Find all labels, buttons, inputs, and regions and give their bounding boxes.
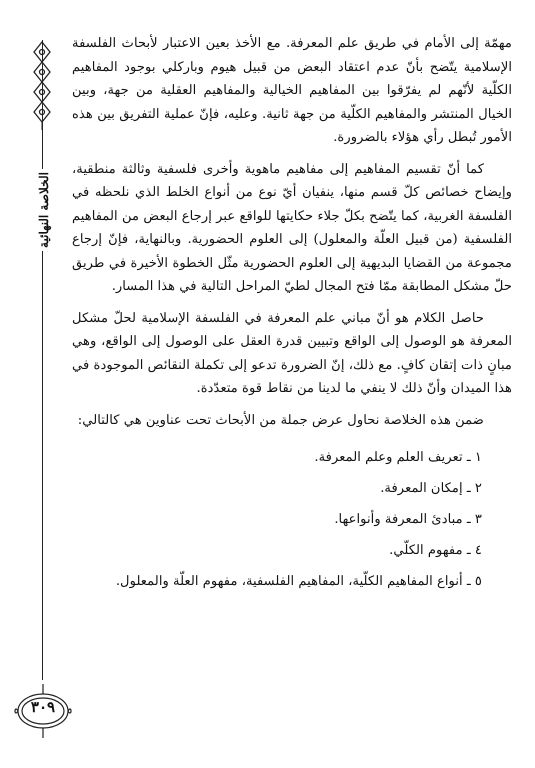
body-text [72,32,512,597]
paragraph: ضمن هذه الخلاصة نحاول عرض جملة من الأبحاث تحت عناوين هي كالتالي: [77,412,484,428]
list-item: ٢ ـ إمكان المعرفة. [380,481,482,496]
margin-rule [42,40,43,680]
list-item: ٤ ـ مفهوم الكلّي. [389,543,482,558]
list-item: ٣ ـ مبادئ المعرفة وأنواعها. [334,512,482,527]
paragraph: كما أنّ تقسيم المفاهيم إلى مفاهيم ماهوية وأخرى فلسفية وثالثة منطقية، وإيضاح خصائص كلّ قسم منها، ينفيان أيّ نوع من أنواع الخلط الذي نلحظه في الفلسفة الغربية، كما يتّضح بكلّ جلاء حكايتها للواقع عبر إرجاع البعض من المفاهيم الفلسفية (من قبيل العلّة والمعلول) إلى العلوم الحضورية. وبالنهاية، فإنّ إرجاع مجموعة من القضايا البديهية إلى العلوم الحضورية مثّل الخطوة الأخيرة في طريق حلّ مشكل المطابقة ممّا فتح المجال لطيّ المراحل التالية في هذا المسار. [72,161,512,294]
list-item: ١ ـ تعريف العلم وعلم المعرفة. [314,450,482,465]
topic-list [72,442,512,597]
page-number: ٣٠٩ [30,698,56,716]
paragraph: مهمّة إلى الأمام في طريق علم المعرفة. مع الأخذ بعين الاعتبار لأبحاث الفلسفة الإسلامية يتّضح بأنّ عدم اعتقاد البعض من قبيل هيوم وباركلي بوجود المفاهيم الكلّية لأنّهم لم يفرّقوا بين المفاهيم الخيالية والمفاهيم العقلية من جهة، وبين الخيال المنتشر والمفاهيم الكلّية من جهة ثانية. وعليه، فإنّ عملية التفريق بين هذه الأمور تُبطل رأي هؤلاء بالضرورة. [72,36,512,145]
running-head [34,160,54,260]
list-item: ٥ ـ أنواع المفاهيم الكلّية، المفاهيم الفلسفية، مفهوم العلّة والمعلول. [115,574,482,589]
paragraph: حاصل الكلام هو أنّ مباني علم المعرفة في الفلسفة الإسلامية لحلّ مشكل المعرفة هو الوصول إلى الواقع وتبيين قدرة العقل على الوصول إلى الواقع، وهي مبانٍ ذات إتقان كافٍ. مع ذلك، إنّ الضرورة تدعو إلى تكملة النقائص الموجودة في هذا الميدان وأنّ ذلك لا ينفي ما لدينا من نقاط قوة متعدّدة. [72,310,512,396]
running-head-label: الخلاصة النهائية [37,169,51,251]
